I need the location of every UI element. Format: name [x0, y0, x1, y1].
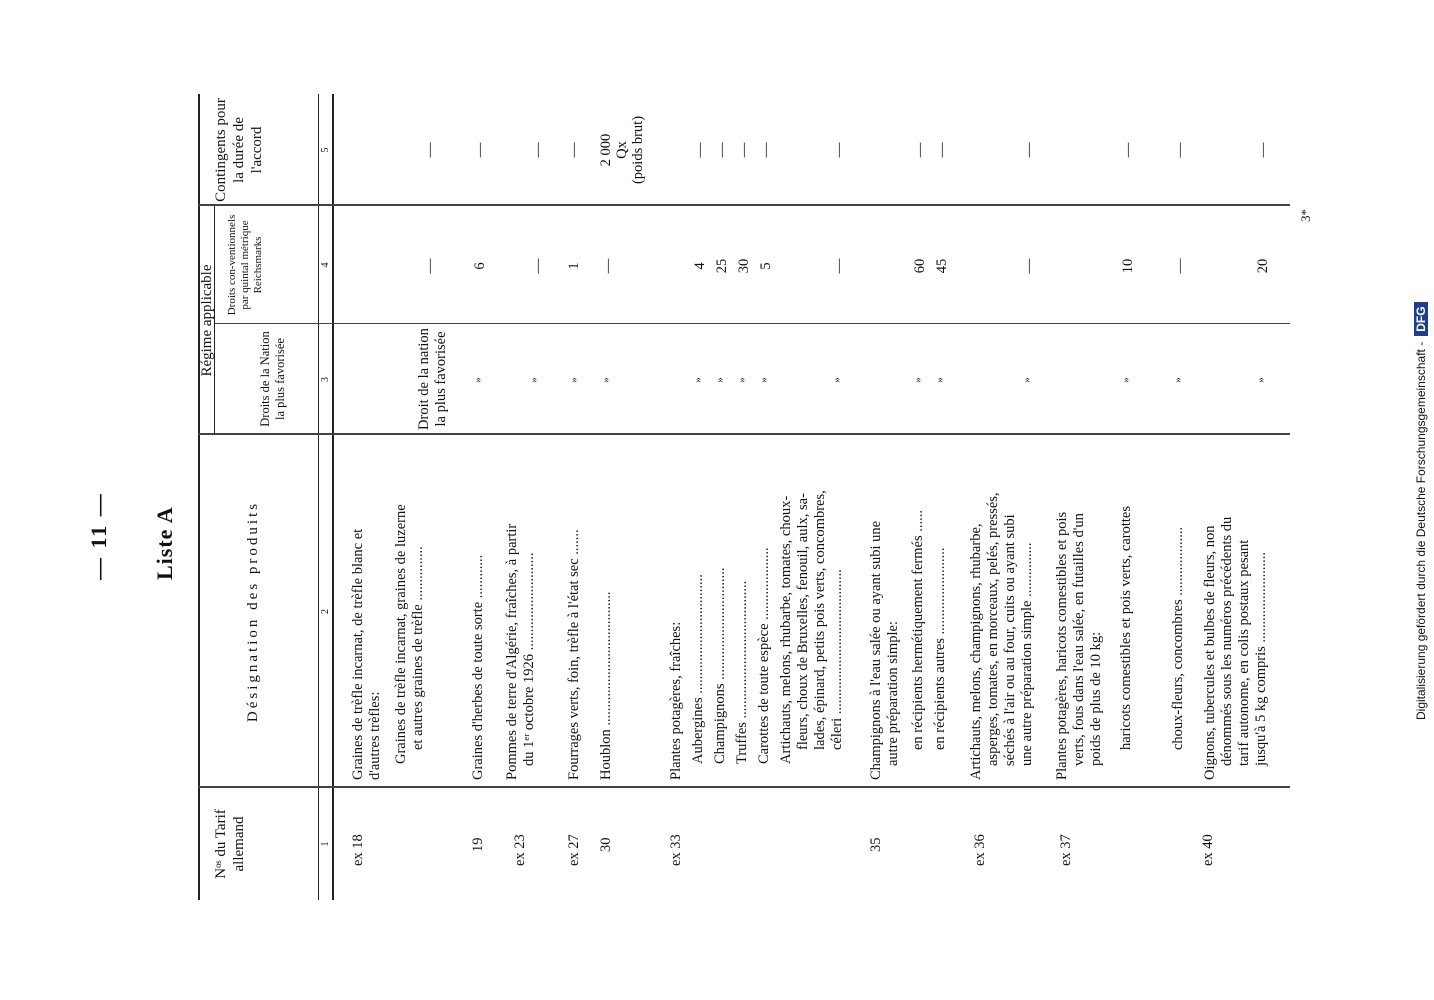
ditto-mark: » — [1021, 377, 1033, 383]
ditto-mark: » — [934, 377, 946, 383]
duty-value: 4 — [692, 262, 708, 270]
designation-line: jusqu'à 5 kg compris ......................... — [1253, 551, 1269, 766]
designation-line: séchés à l'air ou au four, cuits ou ayant subi — [1002, 514, 1018, 766]
colnum-4: 4 — [320, 262, 331, 268]
designation-line: Champignons à l'eau salée ou ayant subi une — [868, 520, 884, 780]
designation-line: en récipients hermétiquement fermés ...... — [910, 510, 926, 750]
designation-line: verts, fous dans l'eau salée, en futailles d'un — [1071, 513, 1087, 766]
ditto-mark: » — [714, 377, 726, 383]
contingent-value — [598, 98, 646, 202]
tariff-number: ex 36 — [972, 834, 988, 866]
designation-line: Fourrages verts, foin, trèfle à l'état sec ....... — [566, 529, 582, 780]
designation-line: poids de plus de 10 kg: — [1088, 631, 1104, 766]
dash: — — [934, 142, 950, 158]
dash: — — [831, 258, 847, 274]
designation-line: céleri ........................................ — [829, 569, 845, 750]
ditto-mark: » — [1120, 377, 1132, 383]
digitization-credit — [1414, 302, 1428, 720]
tariff-number: 35 — [868, 837, 884, 852]
ditto-mark: » — [528, 377, 540, 383]
designation-line: Graines de trèfle incarnat, graines de luzerne — [393, 504, 409, 764]
tariff-number: ex 37 — [1058, 834, 1074, 866]
tariff-number: ex 27 — [566, 834, 582, 866]
designation-line: Truffes ...................................... — [734, 580, 750, 764]
contingent-unit: Qx — [614, 141, 630, 159]
dash: — — [422, 142, 438, 158]
colnum-3: 3 — [320, 377, 331, 382]
duty-value: 1 — [566, 262, 582, 270]
designation-line: Champignons ............................... — [712, 567, 728, 764]
designation-line: Plantes potagères, haricots comestibles et pois — [1054, 511, 1070, 780]
designation-line: d'autres trèfles: — [367, 691, 383, 780]
dash: — — [1120, 142, 1136, 158]
tariff-number: ex 18 — [350, 834, 366, 866]
dash: — — [1021, 258, 1037, 274]
contingent-note: (poids brut) — [630, 115, 646, 185]
ditto-mark: » — [758, 377, 770, 383]
designation-line: une autre préparation simple ............... — [1019, 542, 1035, 766]
designation-line: Artichauts, melons, rhubarbe, tomates, choux- — [778, 495, 794, 764]
duty-value: 45 — [934, 258, 950, 274]
tariff-number: 19 — [470, 837, 486, 852]
designation-line: Houblon ..................................... — [598, 591, 614, 780]
credit-text: Digitalisierung gefördert durch die Deutsche Forschungsgemeinschaft - — [1414, 341, 1428, 720]
designation-line: Artichauts, melons, champignons, rhubarbe, — [968, 523, 984, 780]
dash: — — [912, 142, 928, 158]
colnum-5: 5 — [320, 147, 331, 153]
duty-value: 6 — [472, 262, 488, 270]
designation-line: haricots comestibles et pois verts, carottes — [1118, 505, 1134, 750]
designation-line: Pommes de terre d'Algérie, fraîches, à partir — [504, 523, 520, 780]
ditto-mark: » — [831, 377, 843, 383]
contingent-amount: 2 000 — [598, 133, 614, 167]
duty-value: 60 — [912, 258, 928, 274]
designation-line: choux-fleurs, concombres ................... — [1170, 526, 1186, 750]
dash: — — [530, 142, 546, 158]
designation-line: et autres graines de trèfle ............... — [410, 546, 426, 750]
dash: — — [758, 142, 774, 158]
droit-note: Droit de la nation la plus favorisée — [416, 328, 449, 430]
ditto-mark: » — [736, 377, 748, 383]
designation-line: Graines de trèfle incarnat, de trèfle blanc et — [350, 528, 366, 780]
dash: — — [422, 258, 438, 274]
ditto-mark: » — [912, 377, 924, 383]
duty-value: 30 — [736, 258, 752, 274]
duty-value: 10 — [1120, 258, 1136, 274]
dash: — — [566, 142, 582, 158]
col3-header: Droits de la Nation la plus favorisée — [258, 331, 287, 427]
duty-value: 25 — [714, 258, 730, 274]
ditto-mark: » — [472, 377, 484, 383]
designation-line: Graines d'herbes de toute sorte ............ — [470, 554, 486, 780]
designation-line: du 1ᵉʳ octobre 1926 ........................... — [521, 552, 537, 766]
designation-line: Carottes de toute espèce .................... — [756, 547, 772, 764]
col5-header: Contingents pour la durée de l'accord — [213, 98, 265, 202]
designation-line: Oignons, tubercules et bulbes de fleurs, non — [1202, 525, 1218, 780]
dfg-logo: DFG — [1414, 302, 1428, 335]
designation-line: Plantes potagères, fraîches: — [668, 621, 684, 780]
ditto-mark: » — [568, 377, 580, 383]
dash: — — [530, 258, 546, 274]
dash: — — [692, 142, 708, 158]
dash: — — [831, 142, 847, 158]
ditto-mark: » — [1255, 377, 1267, 383]
folio-mark: 3* — [1298, 209, 1313, 222]
col2-header: Désignation des produits — [245, 500, 261, 723]
designation-line: lades, épinard, petits pois verts, concombres, — [812, 490, 828, 750]
designation-line: asperges, tomates, en morceaux, pelés, pressés, — [985, 492, 1001, 766]
duty-value: 20 — [1255, 258, 1271, 274]
tariff-number: ex 40 — [1200, 834, 1216, 866]
dash: — — [472, 142, 488, 158]
page-number: — 11 — — [86, 492, 111, 580]
dash: — — [1021, 142, 1037, 158]
dash: — — [1172, 142, 1188, 158]
page-title: Liste A — [152, 506, 177, 580]
col4-header: Droits con-ventionnels par quintal métrique Reichsmarks — [226, 214, 264, 316]
ditto-mark: » — [1172, 377, 1184, 383]
dash: — — [600, 258, 616, 274]
dash: — — [1255, 142, 1271, 158]
ditto-mark: » — [600, 377, 612, 383]
col1-header: Nᵒˢ du Tarif allemand — [213, 809, 247, 879]
duty-value: 5 — [758, 262, 774, 270]
designation-line: fleurs, choux de Bruxelles, fenouil, aulx, sa- — [795, 493, 811, 750]
designation-line: tarif autonome, en colis postaux pesant — [1236, 539, 1252, 766]
tariff-number: ex 23 — [512, 834, 528, 866]
dash: — — [1172, 258, 1188, 274]
dash: — — [736, 142, 752, 158]
ditto-mark: » — [692, 377, 704, 383]
dash: — — [714, 142, 730, 158]
tariff-number: 30 — [598, 837, 614, 852]
designation-line: dénommés sous les numéros précédents du — [1219, 516, 1235, 766]
tariff-number: ex 33 — [668, 834, 684, 866]
regime-header: Régime applicable — [199, 264, 215, 377]
designation-line: en récipients autres ........................ — [932, 547, 948, 750]
colnum-2: 2 — [320, 609, 331, 614]
designation-line: autre préparation simple: — [885, 621, 901, 766]
colnum-1: 1 — [320, 841, 331, 847]
designation-line: Aubergines ................................. — [690, 574, 706, 764]
